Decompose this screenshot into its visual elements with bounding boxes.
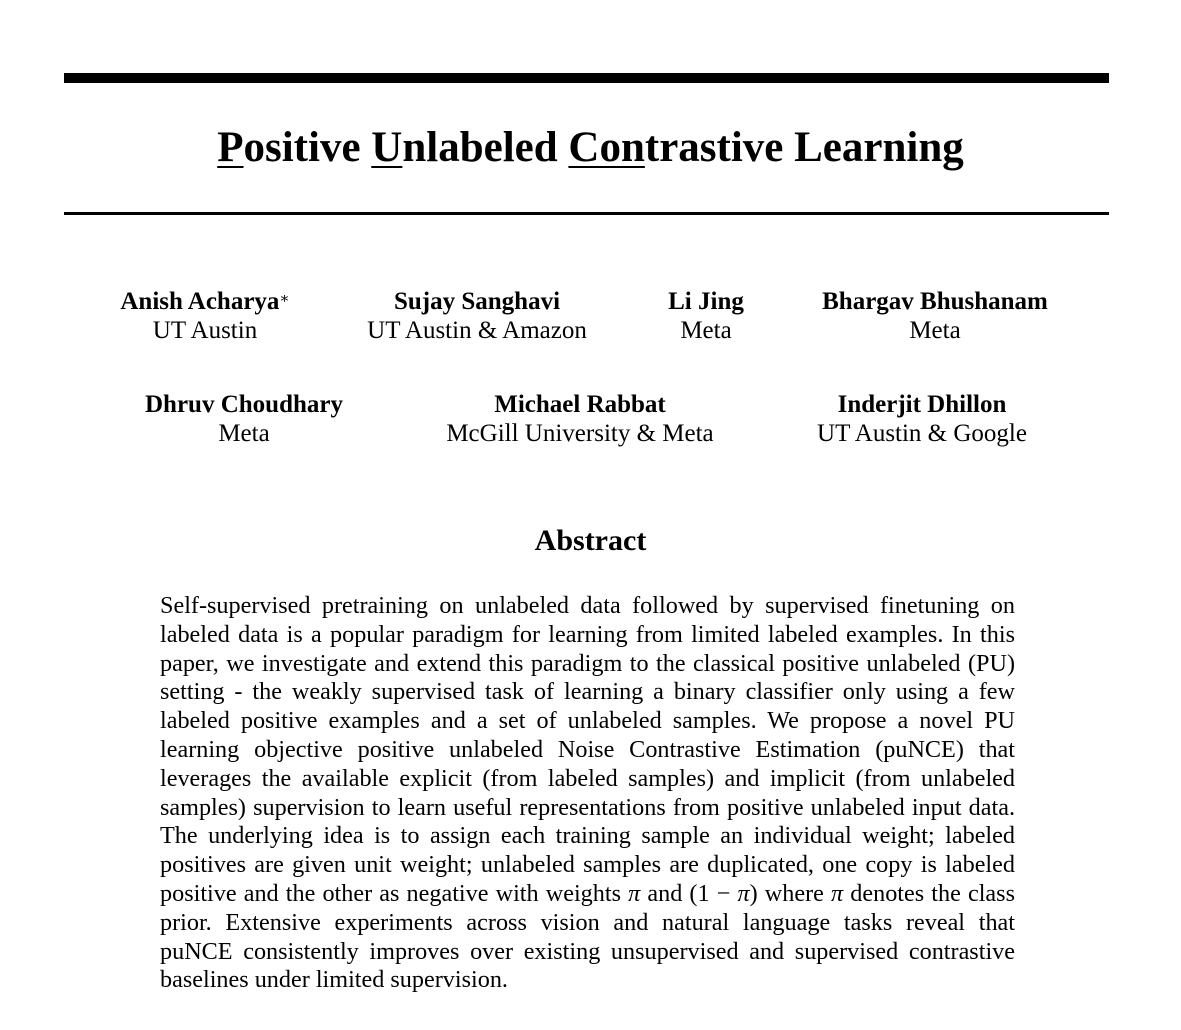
abstract-segment: Self-supervised pretraining on unlabeled data followed by supervised finetuning on labeled data is a popular paradigm for learning from limited labeled examples. In this paper, we investigate and extend this paradigm to the classical positive unlabeled (PU) setting - the weakly supervised task of learning a binary classifier only using a few labeled positive examples and a set of unlabeled samples. We propose a novel PU learning objective positive unlabeled Noise Contrastive Estimation (puNCE) that leverages the available explicit (from labeled samples) and implicit (from unlabeled samples) supervision to learn useful representations from positive unlabeled input data. The underlying idea is to assign each training sample an individual weight; labeled positives are given unit weight; unlabeled samples are duplicated, one copy is labeled positive and the other as negative with weights: [160, 592, 1015, 907]
title-part: ositive: [243, 124, 372, 171]
author-block: [124, 390, 364, 448]
author-name: Dhruv Choudhary: [145, 391, 343, 418]
math-pi: π: [737, 879, 750, 907]
author-name: Anish Acharya: [120, 288, 280, 315]
title-part: trastive Learning: [644, 124, 964, 171]
author-affiliation: Meta: [218, 420, 270, 447]
math-pi: π: [628, 879, 641, 907]
author-block: [805, 287, 1065, 345]
top-rule: [64, 73, 1109, 83]
author-affiliation: UT Austin & Amazon: [367, 317, 587, 344]
author-affiliation: Meta: [909, 317, 961, 344]
abstract-segment: denotes the class prior. Extensive experiments across vision and natural language tasks reveal that puNCE consistently improves over existing unsupervised and supervised contrastive baselines under limited supervision.: [160, 879, 1015, 994]
author-affiliation: UT Austin: [152, 317, 258, 344]
author-name: Michael Rabbat: [494, 391, 666, 418]
author-block: [792, 390, 1052, 448]
bottom-rule: [64, 212, 1109, 215]
title-part: U: [371, 124, 403, 171]
author-block: [347, 287, 607, 345]
title-part: nlabeled: [402, 124, 569, 171]
abstract-text: [160, 592, 1015, 995]
author-block: [420, 390, 740, 448]
paper-title: [0, 122, 1181, 174]
author-name: Inderjit Dhillon: [837, 391, 1007, 418]
author-name: Sujay Sanghavi: [393, 288, 561, 315]
author-affiliation: UT Austin & Google: [817, 420, 1027, 447]
author-block: [90, 287, 320, 345]
author-name: Bhargav Bhushanam: [822, 288, 1048, 315]
abstract-segment: and (1 −: [640, 879, 738, 907]
abstract-segment: ) where: [749, 879, 832, 907]
abstract-heading: Abstract: [534, 524, 647, 557]
author-block: [636, 287, 776, 345]
title-part: Con: [568, 124, 645, 171]
author-footnote-mark: ∗: [279, 291, 290, 307]
author-name: Li Jing: [668, 288, 744, 315]
math-pi: π: [831, 879, 844, 907]
author-affiliation: Meta: [680, 317, 732, 344]
title-part: P: [217, 124, 244, 171]
author-affiliation: McGill University & Meta: [446, 420, 714, 447]
